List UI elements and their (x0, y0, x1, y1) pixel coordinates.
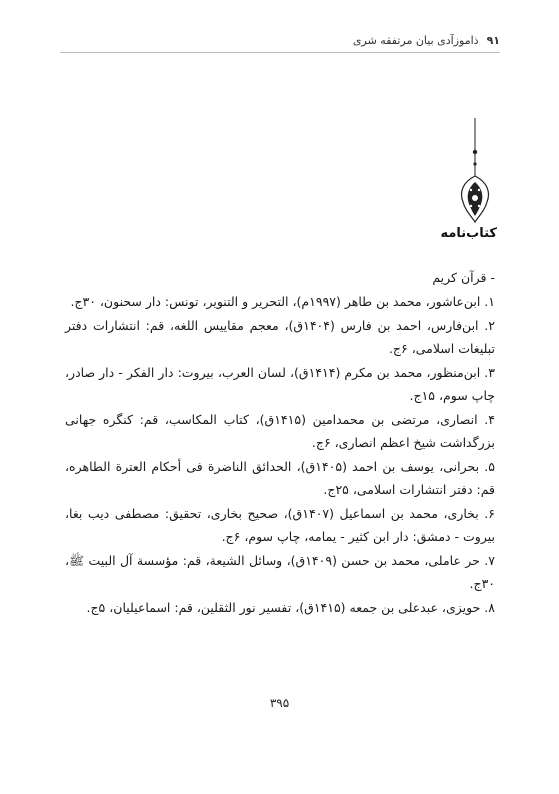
entry-number: ۵. (484, 459, 495, 474)
entry-number: - (490, 270, 495, 285)
bibliography-entry (65, 314, 495, 360)
bibliography-entry (65, 290, 495, 313)
entry-text: ابن‌فارس، احمد بن فارس (۱۴۰۴ق)، معجم مقاییس اللغه، قم: انتشارات دفتر تبلیغات اسلامی، ۶ج. (65, 318, 495, 356)
entry-text: حویزی، عبدعلی بن جمعه (۱۴۱۵ق)، تفسیر نور الثقلین، قم: اسماعیلیان، ۵ج. (86, 600, 481, 615)
bibliography-entry (65, 549, 495, 595)
running-head (60, 34, 500, 47)
bibliography-entry (65, 502, 495, 548)
entry-text: بحرانی، یوسف بن احمد (۱۴۰۵ق)، الحدائق الناضرة فی أحکام العترة الطاهره، قم: دفتر انتشارات اسلامی، ۲۵ج. (65, 459, 495, 497)
page-marker: ۹۱ (486, 34, 500, 47)
entry-number: ۴. (484, 412, 495, 427)
bibliography-entry (65, 266, 495, 289)
entry-number: ۳. (484, 365, 495, 380)
entry-number: ۷. (484, 553, 495, 568)
entry-number: ۱. (484, 294, 495, 309)
entry-text: قرآن کریم (432, 270, 487, 285)
section-title: کتاب‌نامه (440, 226, 497, 241)
bibliography-list (65, 266, 495, 620)
entry-text: انصاری، مرتضی بن محمدامین (۱۴۱۵ق)، کتاب المکاسب، قم: کنگره جهانی بزرگداشت شیخ اعظم انصاری، ۶ج. (65, 412, 495, 450)
entry-number: ۲. (484, 318, 495, 333)
entry-number: ۸. (484, 600, 495, 615)
entry-text: ابن‌منظور، محمد بن مکرم (۱۴۱۴ق)، لسان العرب، بیروت: دار الفکر - دار صادر، چاپ سوم، ۱۵ج. (65, 365, 495, 403)
bibliography-entry (65, 455, 495, 501)
ornament-icon (455, 118, 495, 228)
entry-text: حر عاملی، محمد بن حسن (۱۴۰۹ق)، وسائل الشیعة، قم: مؤسسة آل البیت ﷺ، ۳۰ج. (65, 553, 495, 591)
bibliography-entry (65, 596, 495, 619)
bibliography-entry (65, 408, 495, 454)
entry-text: بخاری، محمد بن اسماعیل (۱۴۰۷ق)، صحیح بخاری، تحقیق: مصطفی دیب بغا، بیروت - دمشق: دار ابن کثیر - یمامه، چاپ سوم، ۶ج. (65, 506, 495, 544)
page-number: ۳۹۵ (269, 696, 290, 710)
entry-text: ابن‌عاشور، محمد بن طاهر (۱۹۹۷م)، التحریر و التنویر، تونس: دار سحنون، ۳۰ج. (70, 294, 481, 309)
bibliography-entry (65, 361, 495, 407)
entry-number: ۶. (484, 506, 495, 521)
header-rule (60, 52, 500, 53)
running-title: ذاموزآدی بیان مرتفقه شری (352, 34, 479, 47)
